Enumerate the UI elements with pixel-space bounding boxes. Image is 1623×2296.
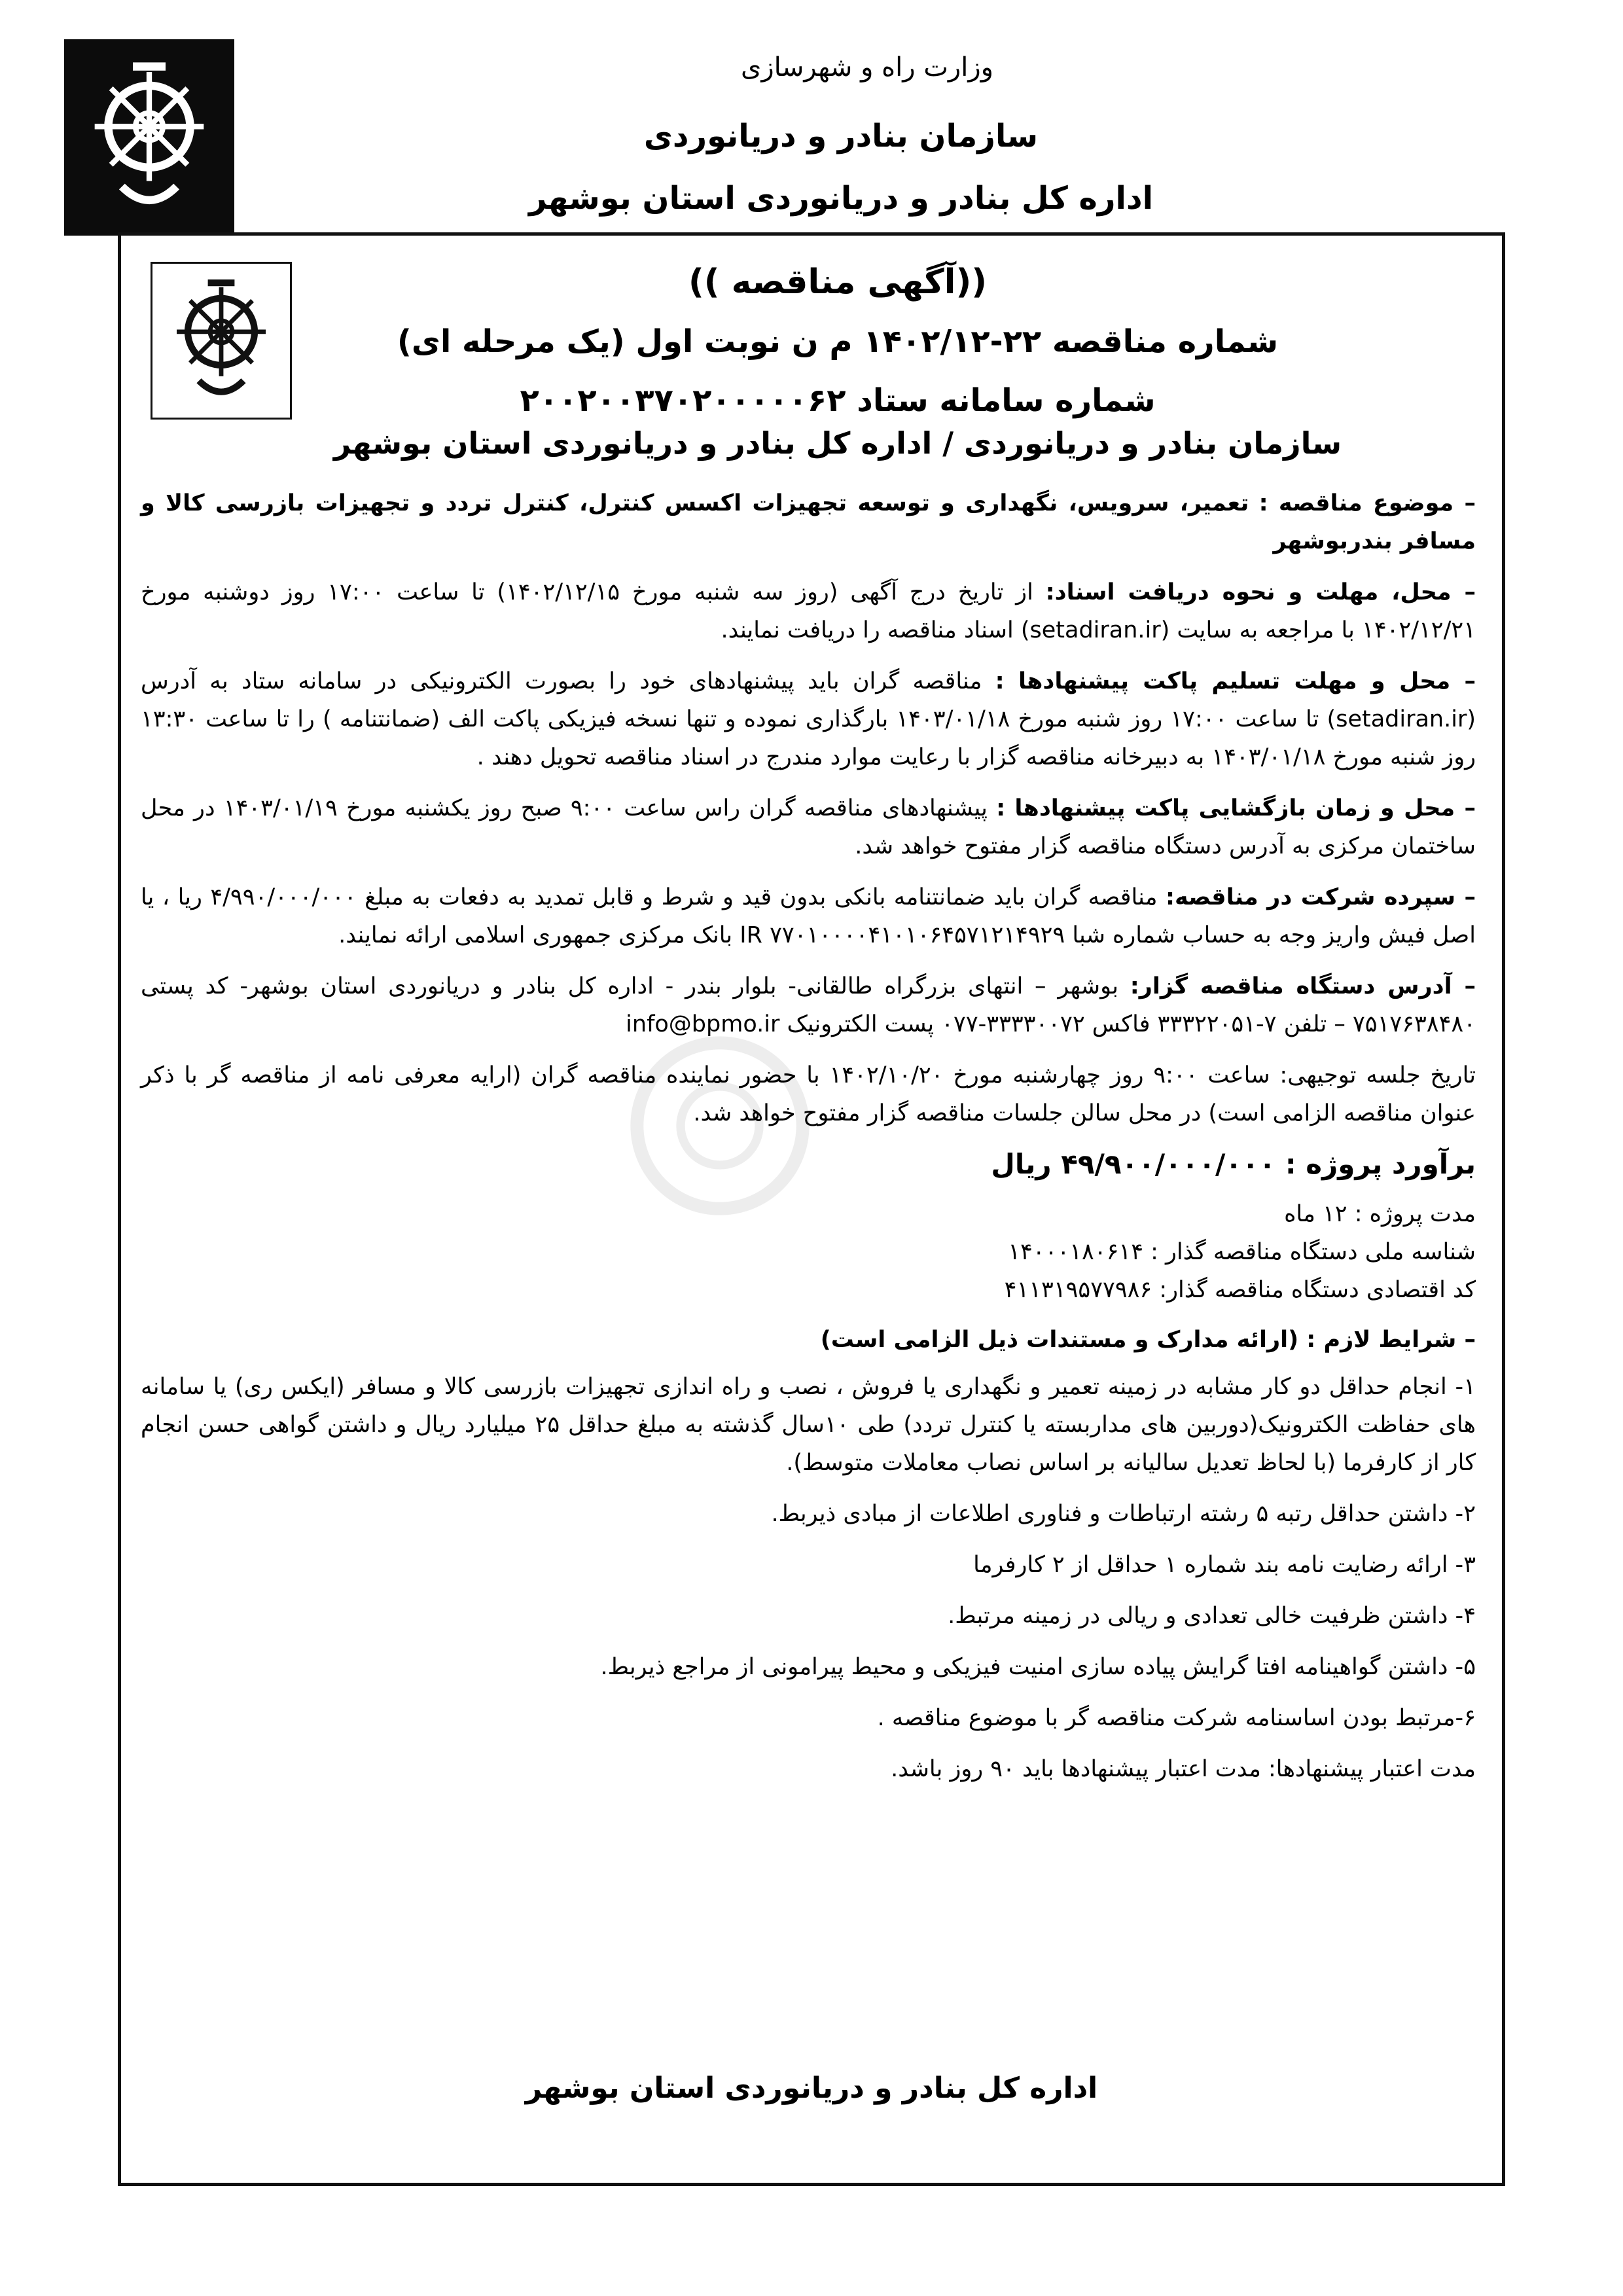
list-item: ۶-مرتبط بودن اساسنامه شرکت مناقصه گر با موضوع مناقصه . xyxy=(877,1705,1476,1731)
notice-titles xyxy=(308,252,1368,430)
setad-number: شماره سامانه ستاد ۲۰۰۲۰۰۳۷۰۲۰۰۰۰۰۶۲ xyxy=(520,382,1156,419)
list-item: ۵- داشتن گواهینامه افتا گرایش پیاده سازی امنیت فیزیکی و محیط پیرامونی از مراجع ذیربط. xyxy=(600,1654,1476,1680)
notice-title: ((آگهی مناقصه )) xyxy=(688,262,988,302)
organizer-line: سازمان بنادر و دریانوردی / اداره کل بنادر و دریانوردی استان بوشهر xyxy=(333,425,1342,461)
footer-signature: اداره کل بنادر و دریانوردی استان بوشهر xyxy=(525,2072,1098,2105)
page-header xyxy=(366,46,1315,236)
deposit-label: – سپرده شرکت در مناقصه: xyxy=(1165,884,1476,910)
anchor-helm-logo-icon xyxy=(166,274,277,408)
subject-label: – موضوع مناقصه : xyxy=(1258,490,1476,516)
office-name: اداره کل بنادر و دریانوردی استان بوشهر xyxy=(528,180,1154,217)
documents-paragraph xyxy=(141,573,1476,649)
ministry-name: وزارت راه و شهرسازی xyxy=(741,52,993,82)
delivery-paragraph xyxy=(141,662,1476,776)
list-item: ۳- ارائه رضایت نامه بند شماره ۱ حداقل از ۲ کارفرما xyxy=(973,1552,1476,1578)
tender-number: شماره مناقصه ۲۲-۱۴۰۲/۱۲ م ن نوبت اول (یک مرحله ای) xyxy=(397,323,1279,360)
project-duration: مدت پروژه : ۱۲ ماه xyxy=(1284,1201,1476,1227)
opening-paragraph xyxy=(141,789,1476,865)
subject-text: تعمیر، سرویس، نگهداری و توسعه تجهیزات اکسس کنترل، کنترل تردد و تجهیزات بازرسی کالا و مسافر بندربوشهر xyxy=(141,490,1476,554)
list-item: ۲- داشتن حداقل رتبه ۵ رشته ارتباطات و فناوری اطلاعات از مبادی ذیربط. xyxy=(771,1501,1476,1527)
notice-body xyxy=(141,484,1476,1801)
documents-label: – محل، مهلت و نحوه دریافت اسناد: xyxy=(1045,579,1476,605)
organization-name: سازمان بنادر و دریانوردی xyxy=(643,118,1039,154)
deposit-paragraph xyxy=(141,878,1476,954)
subject-paragraph xyxy=(141,484,1476,560)
documents-text: از تاریخ درج آگهی (روز سه شنبه مورخ ۱۴۰۲/۱۲/۱۵) تا ساعت ۱۷:۰۰ روز دوشنبه مورخ ۱۴۰۲/۱۲/۲۱ با مراجعه به سایت (setadiran.ir) اسناد مناقصه را دریافت نمایند. xyxy=(141,579,1476,643)
requirements-list xyxy=(141,1368,1476,1788)
briefing-paragraph: تاریخ جلسه توجیهی: ساعت ۹:۰۰ روز چهارشنبه مورخ ۱۴۰۲/۱۰/۲۰ با حضور نماینده مناقصه گران (ارایه معرفی نامه از مناقصه گر با ذکر عنوان مناقصه الزامی است) در محل سالن جلسات مناقصه گزار مفتوح خواهد شد. xyxy=(141,1062,1476,1126)
economic-code: کد اقتصادی دستگاه مناقصه گذار: ۴۱۱۳۱۹۵۷۷۹۸۶ xyxy=(1004,1277,1476,1303)
opening-text: پیشنهادهای مناقصه گران راس ساعت ۹:۰۰ صبح روز یکشنبه مورخ ۱۴۰۳/۰۱/۱۹ در محل ساختمان مرکزی به آدرس دستگاه مناقصه گزار مفتوح خواهد شد. xyxy=(141,795,1476,859)
list-item: ۱- انجام حداقل دو کار مشابه در زمینه تعمیر و نگهداری یا فروش ، نصب و راه اندازی تجهیزات بازرسی کالا و مسافر (ایکس ری) یا سامانه های حفاظت الکترونیک(دوربین های مداربسته یا کنترل تردد) طی ۱۰سال گذشته به مبلغ حداقل ۲۵ میلیارد ریال و داشتن گواهی حسن انجام کار از کارفرما (با لحاظ تعدیل سالیانه بر اساس نصاب معاملات متوسط). xyxy=(141,1374,1476,1476)
anchor-helm-logo-icon xyxy=(80,56,218,219)
ports-organization-logo-icon xyxy=(64,39,234,236)
address-text: بوشهر – انتهای بزرگراه طالقانی- بلوار بندر - اداره کل بنادر و دریانوردی استان بوشهر- کد پستی ۷۵۱۷۶۳۸۴۸۰ – تلفن ۷-۳۳۳۲۲۰۵۱ فاکس ۳۳۳۳۰۰۷۲-۰۷۷ پست الکترونیک info@bpmo.ir xyxy=(141,973,1476,1037)
opening-label: – محل و زمان بازگشایی پاکت پیشنهادها : xyxy=(996,795,1476,821)
inner-logo xyxy=(151,262,292,420)
requirements-title: – شرایط لازم : (ارائه مدارک و مستندات ذیل الزامی است) xyxy=(820,1327,1476,1353)
delivery-text: مناقصه گران باید پیشنهادهای خود را بصورت الکترونیکی در سامانه ستاد به آدرس (setadiran.ir) تا ساعت ۱۷:۰۰ روز شنبه مورخ ۱۴۰۳/۰۱/۱۸ بارگذاری نموده و تنها نسخه فیزیکی پاکت الف (ضمانتنامه ) را تا ساعت ۱۳:۳۰ روز شنبه مورخ ۱۴۰۳/۰۱/۱۸ به دبیرخانه مناقصه گزار با رعایت موارد مندرج در اسناد مناقصه تحویل دهند . xyxy=(141,668,1476,770)
national-id: شناسه ملی دستگاه مناقصه گذار : ۱۴۰۰۰۱۸۰۶۱۴ xyxy=(1008,1239,1476,1265)
address-paragraph xyxy=(141,967,1476,1043)
address-label: – آدرس دستگاه مناقصه گزار: xyxy=(1130,973,1476,999)
delivery-label: – محل و مهلت تسلیم پاکت پیشنهادها : xyxy=(995,668,1476,694)
deposit-text: مناقصه گران باید ضمانتنامه بانکی بدون قید و شرط و قابل تمدید به دفعات به مبلغ ۴/۹۹۰/۰۰۰/۰۰۰ ریا ، یا اصل فیش واریز وجه به حساب شماره شبا IR ۷۷۰۱۰۰۰۰۴۱۰۱۰۶۴۵۷۱۲۱۴۹۲۹ بانک مرکزی جمهوری اسلامی ارائه نمایند. xyxy=(141,884,1476,948)
project-estimate: برآورد پروژه : ۴۹/۹۰۰/۰۰۰/۰۰۰ ریال xyxy=(991,1148,1476,1180)
list-item: ۴- داشتن ظرفیت خالی تعدادی و ریالی در زمینه مرتبط. xyxy=(948,1603,1476,1629)
list-item: مدت اعتبار پیشنهادها: مدت اعتبار پیشنهادها باید ۹۰ روز باشد. xyxy=(891,1756,1476,1782)
